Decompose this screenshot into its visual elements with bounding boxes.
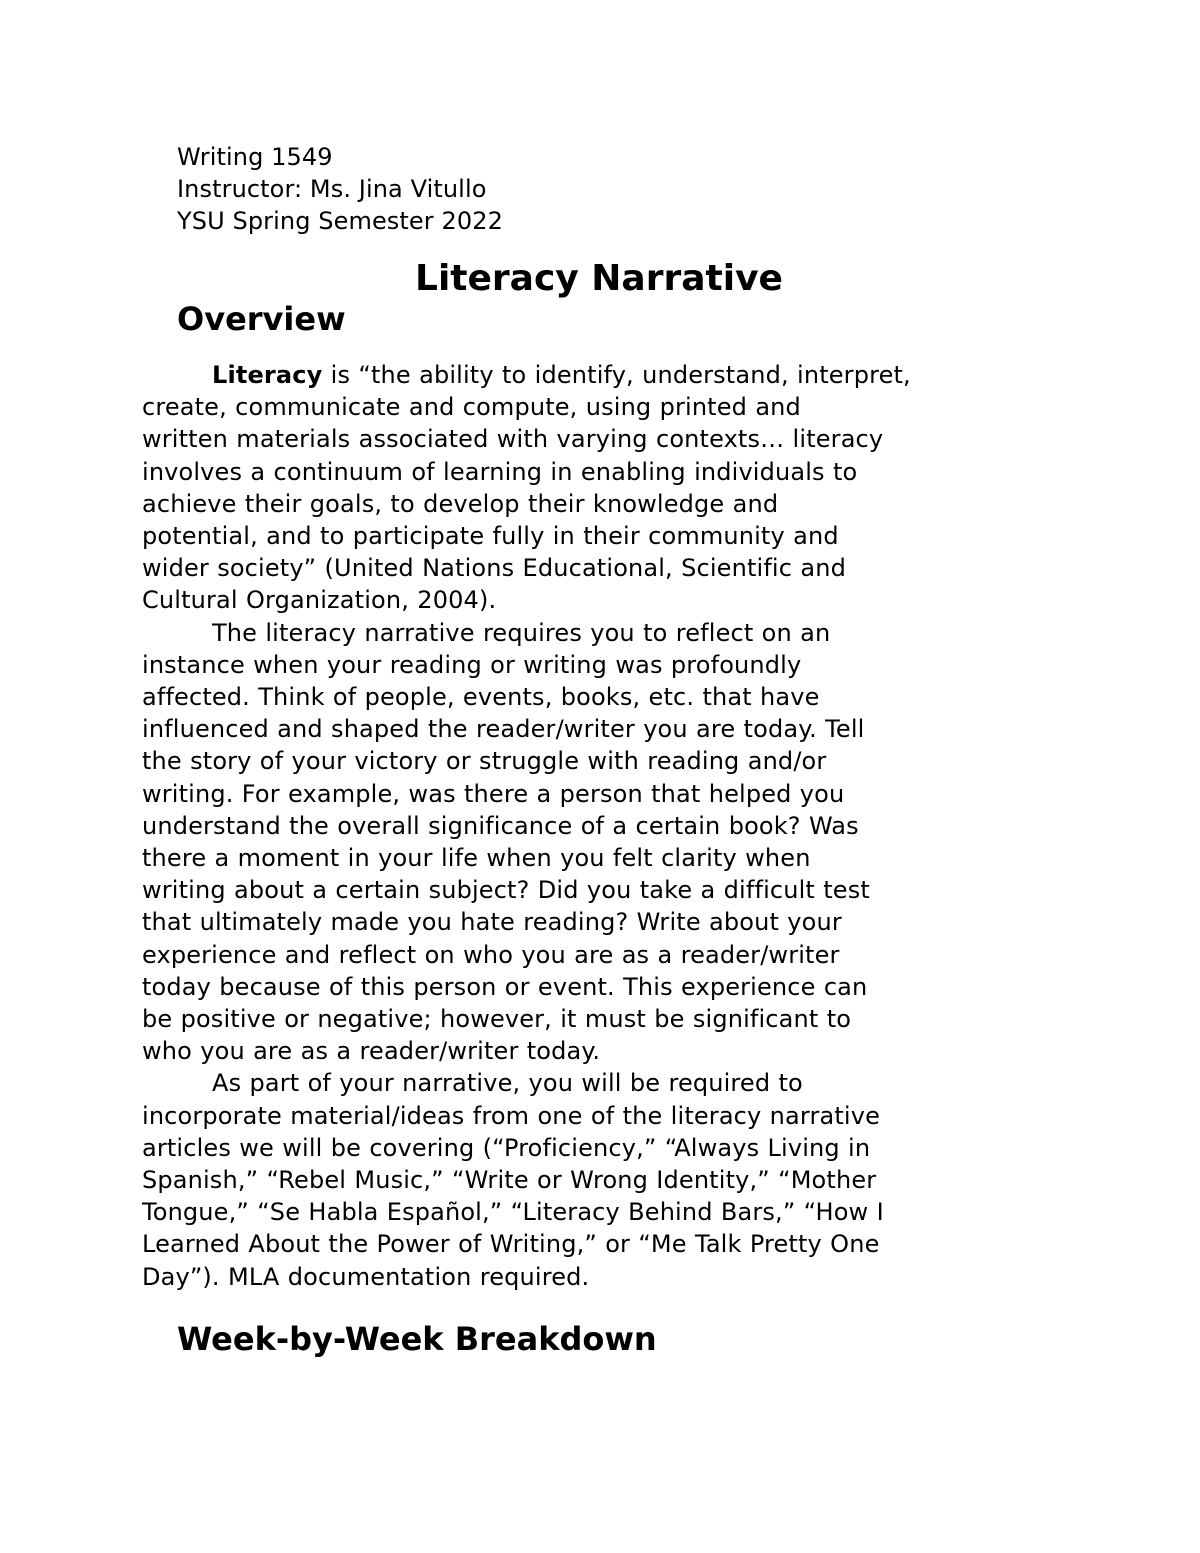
paragraph-line: involves a continuum of learning in enabling individuals to — [142, 457, 858, 486]
document-title: Literacy Narrative — [415, 258, 783, 299]
paragraph-line: affected. Think of people, events, books, etc. that have — [142, 683, 820, 712]
paragraph-line-text: is “the ability to identify, understand, interpret, — [322, 361, 911, 389]
required-readings-paragraph — [142, 1067, 1027, 1292]
literacy-term: Literacy — [212, 361, 323, 389]
paragraph-line: Cultural Organization, 2004). — [142, 586, 497, 615]
paragraph-line: Tongue,” “Se Habla Español,” “Literacy Behind Bars,” “How I — [142, 1198, 884, 1227]
semester-label: YSU Spring Semester 2022 — [177, 207, 503, 235]
paragraph-line: Day”). MLA documentation required. — [142, 1262, 590, 1291]
paragraph-line: The literacy narrative requires you to reflect on an — [212, 618, 831, 647]
course-header — [177, 141, 1027, 237]
paragraph-line: instance when your reading or writing was profoundly — [142, 650, 802, 679]
paragraph-line: that ultimately made you hate reading? Write about your — [142, 908, 842, 937]
document-page — [142, 141, 1027, 1359]
paragraph-line: create, communicate and compute, using printed and — [142, 393, 801, 422]
course-name: Writing 1549 — [177, 143, 333, 171]
week-by-week-heading: Week-by-Week Breakdown — [177, 1319, 657, 1358]
paragraph-line: achieve their goals, to develop their knowledge and — [142, 489, 779, 518]
paragraph-line: incorporate material/ideas from one of the literacy narrative — [142, 1101, 880, 1130]
paragraph-line: influenced and shaped the reader/writer you are today. Tell — [142, 715, 865, 744]
paragraph-line: the story of your victory or struggle with reading and/or — [142, 747, 827, 776]
paragraph-line: understand the overall significance of a certain book? Was — [142, 811, 859, 840]
overview-heading: Overview — [177, 300, 346, 338]
paragraph-line — [177, 359, 1027, 391]
paragraph-line: As part of your narrative, you will be required to — [212, 1069, 803, 1098]
overview-body — [142, 359, 1027, 1293]
paragraph-line: Spanish,” “Rebel Music,” “Write or Wrong Identity,” “Mother — [142, 1166, 877, 1195]
paragraph-line: today because of this person or event. This experience can — [142, 972, 868, 1001]
paragraph-line: experience and reflect on who you are as a reader/writer — [142, 940, 840, 969]
paragraph-line: writing. For example, was there a person that helped you — [142, 779, 845, 808]
paragraph-line: be positive or negative; however, it must be significant to — [142, 1005, 852, 1034]
paragraph-line: potential, and to participate fully in their community and — [142, 522, 839, 551]
paragraph-line: writing about a certain subject? Did you take a difficult test — [142, 876, 870, 905]
literacy-definition-paragraph — [142, 359, 1027, 617]
paragraph-line: Learned About the Power of Writing,” or “Me Talk Pretty One — [142, 1230, 880, 1259]
assignment-description-paragraph — [142, 617, 1027, 1068]
paragraph-line: who you are as a reader/writer today. — [142, 1037, 601, 1066]
paragraph-line: wider society” (United Nations Educational, Scientific and — [142, 554, 846, 583]
paragraph-line: articles we will be covering (“Proficiency,” “Always Living in — [142, 1133, 871, 1162]
paragraph-line: there a moment in your life when you felt clarity when — [142, 844, 811, 873]
instructor-name: Instructor: Ms. Jina Vitullo — [177, 175, 487, 203]
paragraph-line: written materials associated with varying contexts… literacy — [142, 425, 884, 454]
